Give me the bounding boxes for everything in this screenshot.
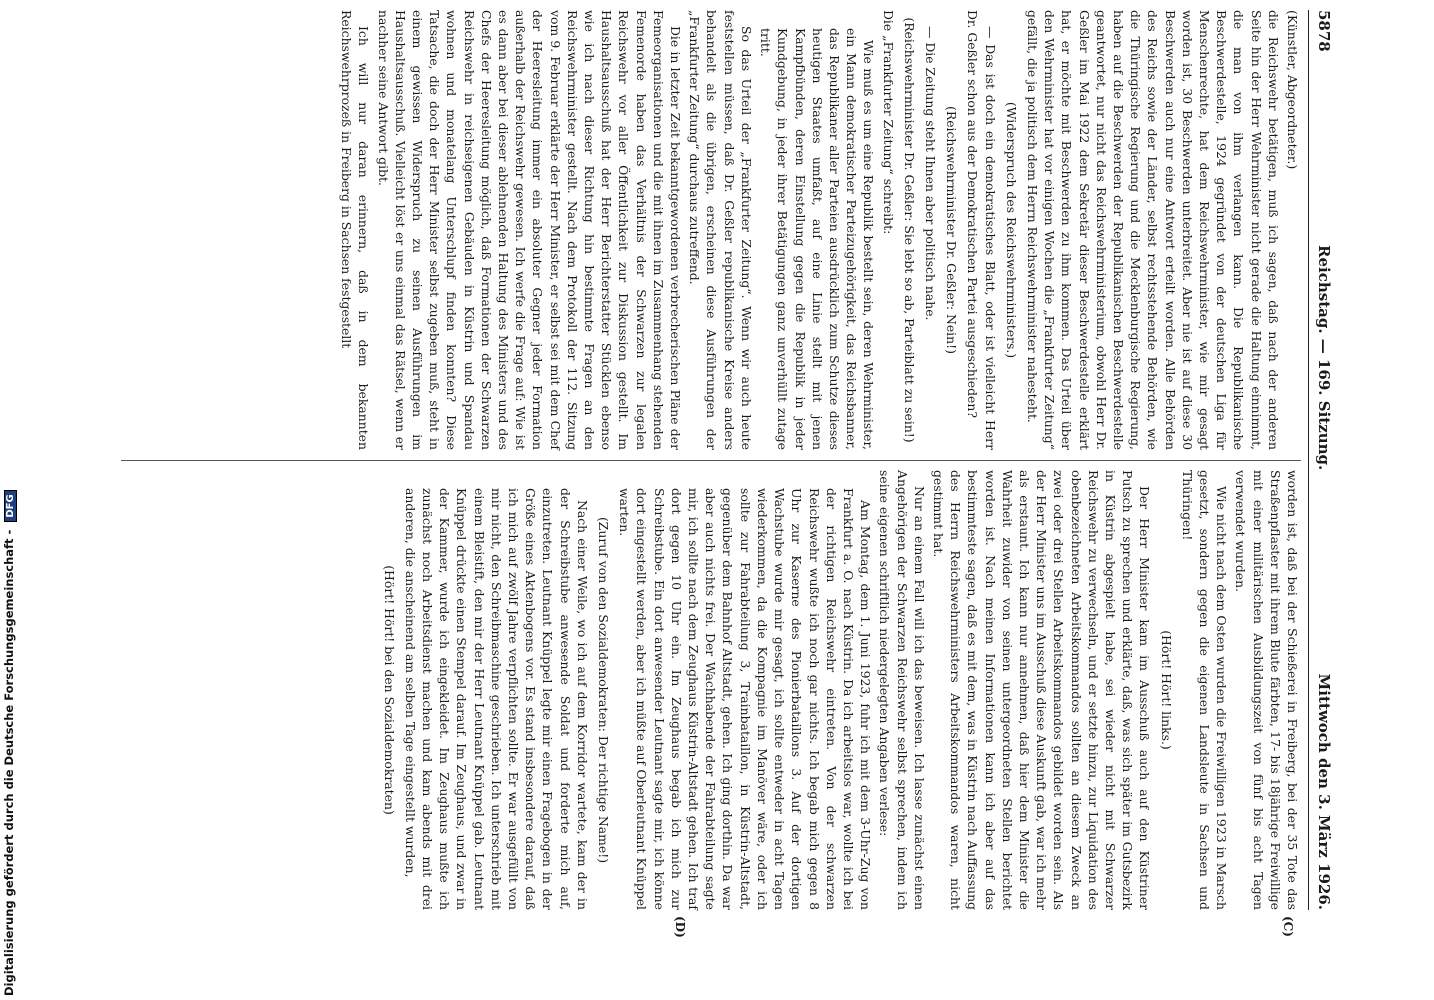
dfg-logo[interactable]: DFG	[4, 490, 17, 521]
column-divider	[121, 460, 1301, 461]
paragraph: — Das ist doch ein demokratisches Blatt, oder ist vielleicht Herr Dr. Geßler schon aus der Demokratischen Partei ausgeschieden?	[965, 10, 998, 450]
funding-note	[2, 6, 17, 996]
page-number: 5878	[1315, 10, 1333, 52]
paragraph: Wie nicht nach dem Osten wurden die Freiwilligen 1923 in Marsch gesetzt, sondern gegen die eigenen Landsleute in Sachsen und Thüringen!	[1179, 470, 1230, 910]
interjection: (Hört! Hört! links.)	[1158, 630, 1174, 750]
margin-mark-d: (D)	[673, 916, 687, 938]
left-column	[336, 10, 1301, 450]
paragraph: Die in letzter Zeit bekanntgewordenen verbrecherischen Pläne der Femeorganisationen und die mit ihnen im Zusammenhang stehenden Femenorde haben das Verhältnis der Schwarzen zur legalen Reichswehr vor aller Öffentlichkeit zur Diskussion gestellt. Im Haushaltsausschuß hat der Herr Berichterstatter Stücklen ebenso wie ich nach dieser Richtung hin bestimmte Fragen an den Reichswehrminister gestellt. Nach dem Protokoll der 112. Sitzung vom 9. Februar erklärte der Herr Minister, er selbst sei mit dem Chef der Heeresleitung immer ein absoluter Gegner jeder Formation außerhalb der Reichswehr gewesen. Ich werfe die Frage auf: Wie ist es dann aber bei dieser ablehnenden Haltung des Ministers und des Chefs der Heeresleitung möglich, daß Formationen der Schwarzen Reichswehr in reichseigenen Gebäuden in Küstrin und Spandau wohnen und monatelang Unterschlupf finden konnten? Diese Tatsache, die doch der Herr Minister selbst zugeben muß, steht in einem gewissen Widerspruch zu seinen Ausführungen im Haushaltsausschuß. Vielleicht löst er uns einmal das Rätsel, wenn er nachher seine Antwort gibt.	[375, 10, 684, 450]
paragraph: Der Herr Minister kam im Ausschuß auch auf den Küstriner Putsch zu sprechen und erklärte, daß, was sich später im Gutsbezirk in Küstrin abgespielt habe, sei wieder nicht mit Schwarzer Reichswehr zu verwechseln, und er setzte hinzu, zur Liquidation des obenbezeichneten Arbeitskommandos sollten an diesem Zweck an zwei oder drei Stellen Arbeitskommandos gebildet worden sein. Als der Herr Minister uns im Ausschuß diese Auskunft gab, war ich mehr als erstaunt. Ich kann nur annehmen, daß hier dem Minister die Wahrheit zuwider von seinen untergeordneten Stellen berichtet worden ist. Nach meinen Informationen kann ich aber auf das bestimmteste sagen, daß es mit dem, was in Küstrin nach Auffassung des Herrn Reichswehrministers Arbeitskommandos waren, nicht gestimmt hat.	[930, 470, 1153, 910]
header-session: Reichstag. — 169. Sitzung.	[1315, 245, 1333, 471]
paragraph: Nur an einem Fall will ich das beweisen. Ich lasse zunächst einen Angehörigen der Schwarzen Reichswehr selbst sprechen, indem ich seine eigenen schriftlich niedergelegten Angaben verlese:	[877, 470, 927, 910]
header-date: Mittwoch den 3. März 1926.	[1315, 673, 1333, 910]
quotation: Am Montag, dem 1. Juni 1923, fuhr ich mit dem 3-Uhr-Zug von Frankfurt a. O. nach Küstrin. Da ich arbeitslos war, wollte ich bei der richtigen Reichswehr eintreten. Von der schwarzen Reichswehr wußte ich noch gar nichts. Ich begab mich gegen 8 Uhr zur Kaserne des Pionierbataillons 3. Auf der dortigen Wachstube wurde mir gesagt, ich sollte entweder in acht Tagen wiederkommen, da die Kompagnie im Manöver wäre, oder ich sollte zur Fahrabteilung 3, Trainbataillon, in Küstrin-Altstadt, gegenüber dem Bahnhof Altstadt, gehen. Ich ging dorthin. Da war aber auch nichts frei. Der Wachhabende der Fahrabteilung sagte mir, ich sollte nach dem Zeughaus Küstrin-Altstadt gehen. Ich traf dort gegen 10 Uhr ein. Im Zeughaus begab ich mich zur Schreibstube. Ein dort anwesender Leutnant sagte mir, ich könne dort eingestellt werden, aber ich müßte auf Oberleutnant Knüppel warten.	[617, 488, 874, 910]
interjection: (Reichswehrminister Dr. Geßler: Sie lebt so ab, Parteiblatt zu sein!)	[901, 17, 917, 443]
funding-note-text: Digitalisierung gefördert durch die Deutsche Forschungsgemeinschaft -	[2, 529, 16, 996]
paragraph: So das Urteil der „Frankfurter Zeitung“. Wenn wir auch heute feststellen müssen, daß Dr. Geßler republikanische Kreise anders behandelt als die übrigen, erscheinen diese Ausführungen der „Frankfurter Zeitung“ durchaus zutreffend.	[687, 10, 754, 450]
paragraph: — Die Zeitung steht Ihnen aber politisch nahe.	[922, 26, 938, 321]
paragraph: die Reichswehr betätigen, muß ich sagen, daß nach der anderen Seite hin der Herr Wehrminister nicht gerade die Haltung einnimmt, die man von ihm verlangen kann. Die Republikanische Beschwerdestelle, 1924 gegründet von der deutschen Liga für Menschenrechte, hat dem Reichswehrminister, wie mir gesagt worden ist, 30 Beschwerden unterbreitet. Aber nie ist auf diese 30 Beschwerden auch nur eine Antwort erteilt worden. Alle Behörden des Reichs sowie der Länder, selbst rechtsstehende Behörden, wie die Thüringische Regierung und die Mecklenburgische Regierung, haben auf die Beschwerden der Republikanischen Beschwerdestelle geantwortet, nur nicht das Reichswehrministerium, obwohl Herr Dr. Geßler im Mai 1922 dem Sekretär dieser Beschwerdestelle erklärt hat, er möchte mit Beschwerden zu ihm kommen. Das Urteil über den Wehrminister hat vor einigen Wochen die „Frankfurter Zeitung“ gefällt, die ja politisch dem Herrn Reichswehrminister nahesteht.	[1024, 10, 1281, 450]
right-column	[376, 470, 1301, 910]
interjection: (Widerspruch des Reichswehrministers.)	[1003, 101, 1019, 359]
margin-mark-c: (C)	[1281, 916, 1295, 937]
page-header	[1308, 10, 1335, 910]
quotation: Nach einer Weile, wo ich auf dem Korridor wartete, kam der in der Schreibstube anwesende Soldat und forderte mich auf, einzutreten. Leutnant Knüppel legte mir einen Fragebogen in der Größe eines Aktenbogens vor. Es stand insbesondere darauf, daß ich mich auf zwölf Jahre verpflichten sollte. Er war ausgefüllt von mir nicht, den Schreibmaschine geschrieben. Ich unterschrieb mit einem Bleistift, den mir der Herr Leutnant Knüppel gab. Leutnant Knüppel drückte einen Stempel darauf. Im Zeughaus, und zwar in der Kammer, wurde ich eingekleidet. Im Zeughaus mußte ich zunächst noch Arbeitsdienst machen und kam abends mit drei anderen, die anscheinend am selben Tage eingestellt wurden,	[402, 488, 590, 910]
speaker-line: (Künstler, Abgeordneter.)	[1285, 10, 1300, 170]
paragraph: Die „Frankfurter Zeitung“ schreibt:	[880, 10, 896, 235]
rotated-page-content	[75, 10, 1335, 938]
interjection: (Reichswehrminister Dr. Geßler: Nein!)	[944, 106, 960, 354]
interjection: (Zuruf von den Sozialdemokraten: Der richtige Name!)	[596, 516, 612, 864]
quotation: Wie muß es um eine Republik bestellt sein, deren Wehrminister, ein Mann demokratischer Parteizugehörigkeit, das Reichsbanner, das Republikaner aller Parteien ausdrücklich zum Schutze dieses heutigen Staates umfaßt, auf eine Linie stellt mit jenen Kampfbünden, deren Einstellung gegen die Republik in jeder Kundgebung, in jeder ihrer Betätigungen ganz unverhüllt zutage tritt.	[758, 28, 877, 450]
paragraph: Ich will nur daran erinnern, daß in dem bekannten Reichswehrprozeß in Freiberg in Sachsen festgestellt	[339, 10, 372, 450]
interjection: (Hört! Hört! bei den Sozialdemokraten)	[381, 565, 397, 815]
paragraph: worden ist, daß bei der Schießerei in Freiberg, bei der 35 Tote das Straßenpflaster mit ihrem Blute färbten, 17- bis 18jährige Freiwillige mit einer militärischen Ausbildungszeit von fünf bis acht Tagen verwendet wurden.	[1233, 470, 1300, 910]
